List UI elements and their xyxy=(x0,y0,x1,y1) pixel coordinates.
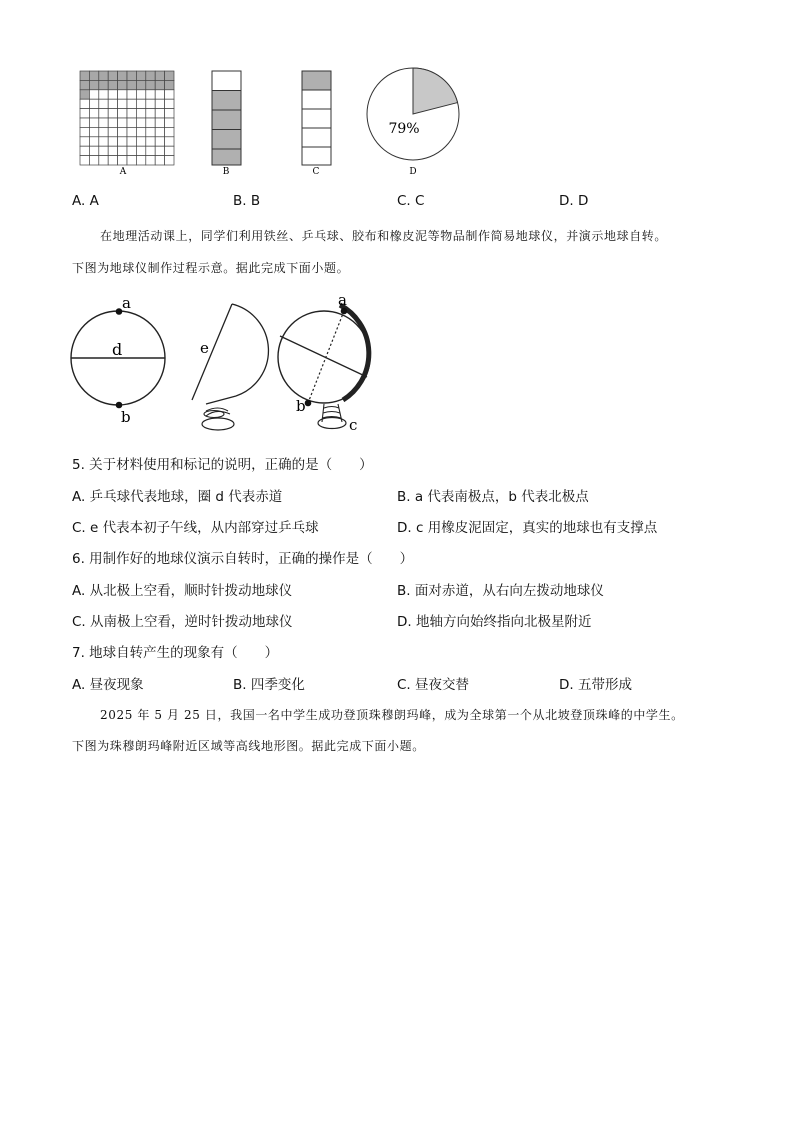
grid-cell xyxy=(99,99,108,108)
grid-cell xyxy=(165,127,174,136)
figure-d-label: D xyxy=(409,167,417,177)
q6-option-b[interactable]: B. 面对赤道，从右向左拨动地球仪 xyxy=(397,583,604,599)
grid-cell xyxy=(127,80,136,89)
grid-cell xyxy=(80,71,89,80)
q6-option-d[interactable]: D. 地轴方向始终指向北极星附近 xyxy=(397,614,592,630)
label-b-ball: b xyxy=(121,408,131,426)
grid-cell xyxy=(165,156,174,165)
intro-paragraph-2-line2: 下图为珠穆朗玛峰附近区域等高线地形图。据此完成下面小题。 xyxy=(72,739,425,753)
grid-cell xyxy=(89,118,98,127)
grid-cell xyxy=(165,146,174,155)
q7-option-a[interactable]: A. 昼夜现象 xyxy=(72,677,144,693)
grid-cell xyxy=(136,80,145,89)
q5-option-c[interactable]: C. e 代表本初子午线，从内部穿过乒乓球 xyxy=(72,520,319,536)
grid-cell xyxy=(108,146,117,155)
grid-cell xyxy=(146,99,155,108)
grid-cell xyxy=(99,146,108,155)
grid-cell xyxy=(155,71,164,80)
q7-option-b[interactable]: B. 四季变化 xyxy=(233,677,305,693)
grid-cell xyxy=(118,146,127,155)
grid-cell xyxy=(146,71,155,80)
q7-option-d[interactable]: D. 五带形成 xyxy=(559,677,632,693)
grid-cell xyxy=(89,90,98,99)
grid-cell xyxy=(99,109,108,118)
grid-cell xyxy=(155,80,164,89)
figure-a-label: A xyxy=(119,167,127,177)
globe-process-figure xyxy=(66,292,386,437)
figure-c-bar xyxy=(302,71,331,165)
grid-cell xyxy=(118,137,127,146)
prev-option-d[interactable]: D. D xyxy=(559,193,589,209)
grid-cell xyxy=(165,137,174,146)
grid-cell xyxy=(99,71,108,80)
fraction-figure xyxy=(70,66,470,180)
grid-cell xyxy=(127,99,136,108)
grid-cell xyxy=(80,80,89,89)
grid-cell xyxy=(99,137,108,146)
grid-cell xyxy=(127,156,136,165)
label-a-globe: a xyxy=(338,292,347,309)
grid-cell xyxy=(136,90,145,99)
grid-cell xyxy=(165,118,174,127)
grid-cell xyxy=(80,118,89,127)
grid-cell xyxy=(127,90,136,99)
figure-a-grid xyxy=(80,71,174,165)
grid-cell xyxy=(136,109,145,118)
intro-paragraph-1-line1: 在地理活动课上，同学们利用铁丝、乒乓球、胶布和橡皮泥等物品制作简易地球仪，并演示地球自转。 xyxy=(100,229,668,243)
grid-cell xyxy=(89,99,98,108)
assembled-globe xyxy=(278,305,370,429)
grid-cell xyxy=(155,90,164,99)
grid-cell xyxy=(118,99,127,108)
grid-cell xyxy=(146,127,155,136)
grid-cell xyxy=(99,90,108,99)
grid-cell xyxy=(118,109,127,118)
label-d-equator: d xyxy=(112,340,123,359)
grid-cell xyxy=(165,80,174,89)
grid-cell xyxy=(165,99,174,108)
grid-cell xyxy=(127,137,136,146)
grid-cell xyxy=(118,80,127,89)
grid-cell xyxy=(155,99,164,108)
grid-cell xyxy=(89,127,98,136)
grid-cell xyxy=(118,90,127,99)
grid-cell xyxy=(89,137,98,146)
intro-paragraph-1-line2: 下图为地球仪制作过程示意。据此完成下面小题。 xyxy=(72,261,350,275)
q6-option-a[interactable]: A. 从北极上空看，顺时针拨动地球仪 xyxy=(72,583,293,599)
grid-cell xyxy=(146,146,155,155)
grid-cell xyxy=(108,127,117,136)
label-a-ball: a xyxy=(122,294,131,312)
q6-option-c[interactable]: C. 从南极上空看，逆时针拨动地球仪 xyxy=(72,614,293,630)
grid-cell xyxy=(146,80,155,89)
grid-cell xyxy=(80,156,89,165)
figure-c-label: C xyxy=(312,167,320,177)
grid-cell xyxy=(127,118,136,127)
prev-option-a[interactable]: A. A xyxy=(72,193,99,209)
grid-cell xyxy=(108,71,117,80)
question-5-stem: 5. 关于材料使用和标记的说明，正确的是（ ） xyxy=(72,457,373,473)
grid-cell xyxy=(118,118,127,127)
figure-b-bar xyxy=(212,71,241,165)
grid-cell xyxy=(136,127,145,136)
grid-cell xyxy=(99,127,108,136)
grid-cell xyxy=(89,156,98,165)
grid-cell xyxy=(118,156,127,165)
grid-cell xyxy=(108,137,117,146)
grid-cell xyxy=(127,146,136,155)
grid-cell xyxy=(146,90,155,99)
grid-cell xyxy=(80,127,89,136)
grid-cell xyxy=(136,156,145,165)
grid-cell xyxy=(108,99,117,108)
grid-cell xyxy=(127,71,136,80)
grid-cell xyxy=(146,156,155,165)
grid-cell xyxy=(127,127,136,136)
grid-cell xyxy=(108,80,117,89)
grid-cell xyxy=(80,109,89,118)
question-6-stem: 6. 用制作好的地球仪演示自转时，正确的操作是（ ） xyxy=(72,551,414,567)
grid-cell xyxy=(108,90,117,99)
grid-cell xyxy=(108,156,117,165)
grid-cell xyxy=(89,109,98,118)
figure-d-pie xyxy=(367,68,459,160)
grid-cell xyxy=(136,118,145,127)
grid-cell xyxy=(155,156,164,165)
grid-cell xyxy=(108,109,117,118)
grid-cell xyxy=(118,71,127,80)
grid-cell xyxy=(155,127,164,136)
grid-cell xyxy=(80,99,89,108)
grid-cell xyxy=(146,118,155,127)
grid-cell xyxy=(89,71,98,80)
grid-cell xyxy=(155,137,164,146)
q5-option-b[interactable]: B. a 代表南极点，b 代表北极点 xyxy=(397,489,589,505)
grid-cell xyxy=(155,118,164,127)
grid-cell xyxy=(146,109,155,118)
grid-cell xyxy=(165,71,174,80)
grid-cell xyxy=(165,109,174,118)
grid-cell xyxy=(155,109,164,118)
grid-cell xyxy=(80,90,89,99)
pie-percent-label: 79% xyxy=(388,121,420,137)
grid-cell xyxy=(136,99,145,108)
grid-cell xyxy=(89,80,98,89)
prev-option-c[interactable]: C. C xyxy=(397,193,425,209)
grid-cell xyxy=(127,109,136,118)
label-c-base: c xyxy=(349,416,358,434)
grid-cell xyxy=(80,137,89,146)
q5-option-a[interactable]: A. 乒乓球代表地球，圈 d 代表赤道 xyxy=(72,489,283,505)
grid-cell xyxy=(99,118,108,127)
grid-cell xyxy=(146,137,155,146)
q7-option-c[interactable]: C. 昼夜交替 xyxy=(397,677,470,693)
question-7-stem: 7. 地球自转产生的现象有（ ） xyxy=(72,645,279,661)
grid-cell xyxy=(80,146,89,155)
grid-cell xyxy=(108,118,117,127)
label-e-wire: e xyxy=(200,339,209,357)
grid-cell xyxy=(136,137,145,146)
grid-cell xyxy=(118,127,127,136)
wire-frame xyxy=(192,304,268,430)
q5-option-d[interactable]: D. c 用橡皮泥固定，真实的地球也有支撑点 xyxy=(397,520,658,536)
intro-paragraph-2-line1: 2025 年 5 月 25 日，我国一名中学生成功登顶珠穆朗玛峰，成为全球第一个从北坡登顶珠峰的中学生。 xyxy=(100,708,684,722)
grid-cell xyxy=(136,146,145,155)
grid-cell xyxy=(99,80,108,89)
grid-cell xyxy=(155,146,164,155)
prev-option-b[interactable]: B. B xyxy=(233,193,261,209)
grid-cell xyxy=(89,146,98,155)
label-b-globe: b xyxy=(296,397,306,415)
grid-cell xyxy=(136,71,145,80)
figure-b-label: B xyxy=(222,167,230,177)
grid-cell xyxy=(165,90,174,99)
grid-cell xyxy=(99,156,108,165)
